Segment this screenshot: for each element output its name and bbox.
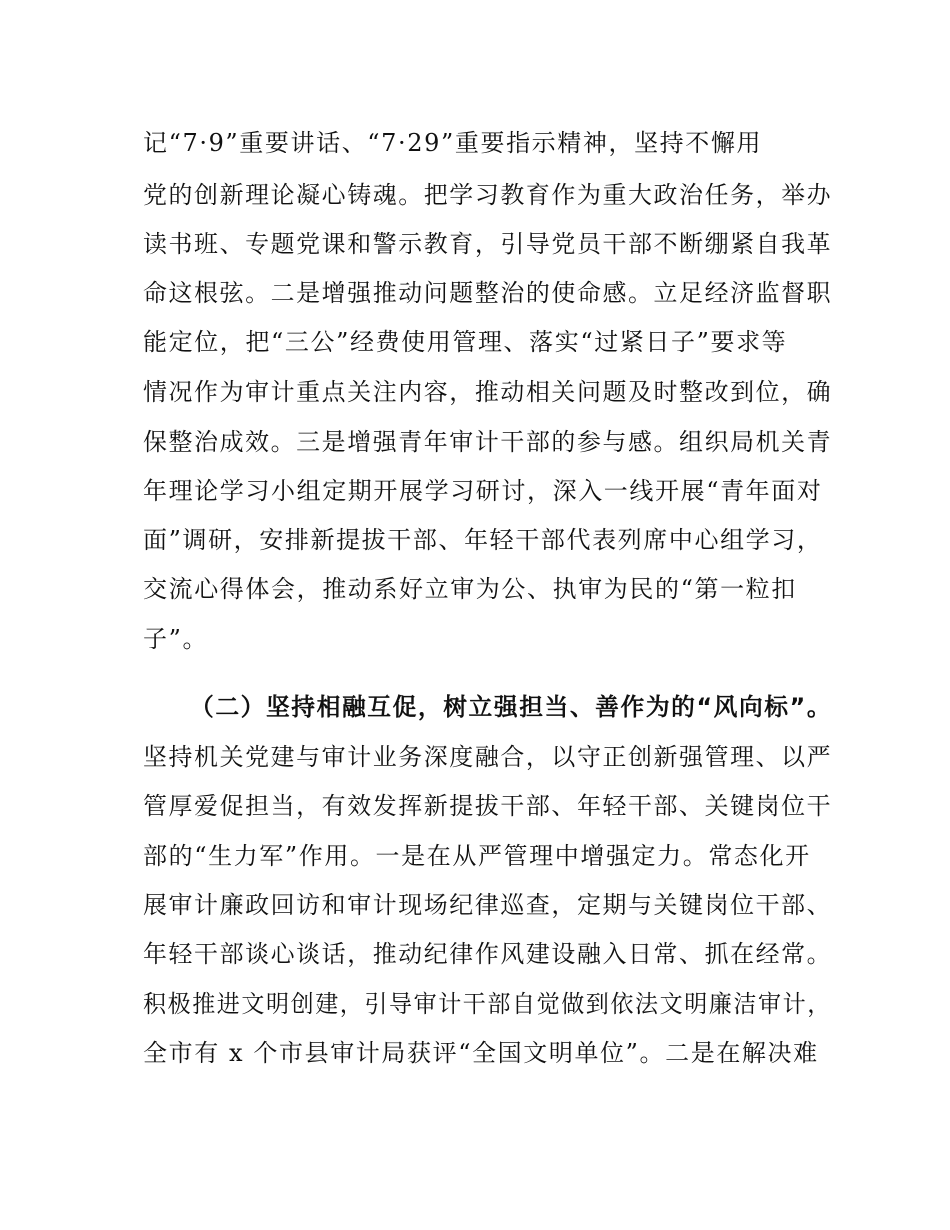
- text-line: 情况作为审计重点关注内容，推动相关问题及时整改到位，确: [143, 378, 833, 406]
- text-line: 部的“生力军”作用。一是在从严管理中增强定力。常态化开: [143, 842, 811, 870]
- text-line: 读书班、专题党课和警示教育，引导党员干部不断绷紧自我革: [143, 230, 833, 258]
- text-line: 命这根弦。二是增强推动问题整治的使命感。立足经济监督职: [143, 279, 833, 307]
- text-line: 全市有 x 个市县审计局获评“全国文明单位”。二是在解决难: [143, 1039, 819, 1067]
- text-line: 保整治成效。三是增强青年审计干部的参与感。组织局机关青: [143, 428, 833, 456]
- text-line: 坚持机关党建与审计业务深度融合，以守正创新强管理、以严: [143, 743, 833, 771]
- text-line: 能定位，把“三公”经费使用管理、落实“过紧日子”要求等: [143, 328, 788, 356]
- text-line: 年理论学习小组定期开展学习研讨，深入一线开展“青年面对: [143, 477, 823, 505]
- text-line: 子”。: [143, 625, 209, 653]
- text-line: 展审计廉政回访和审计现场纪律巡查，定期与关键岗位干部、: [143, 891, 833, 919]
- section-heading: （二）坚持相融互促，树立强担当、善作为的“风向标”。: [190, 693, 833, 721]
- text-line: 面”调研，安排新提拔干部、年轻干部代表列席中心组学习，: [143, 526, 823, 554]
- text-line: 交流心得体会，推动系好立审为公、执审为民的“第一粒扣: [143, 575, 797, 603]
- text-line: 管厚爱促担当，有效发挥新提拔干部、年轻干部、关键岗位干: [143, 792, 833, 820]
- text-line: 年轻干部谈心谈话，推动纪律作风建设融入日常、抓在经常。: [143, 940, 833, 968]
- text-line: 积极推进文明创建，引导审计干部自觉做到依法文明廉洁审计，: [143, 990, 832, 1018]
- text-line: 记“7·9”重要讲话、“7·29”重要指示精神，坚持不懈用: [143, 129, 763, 157]
- text-line: 党的创新理论凝心铸魂。把学习教育作为重大政治任务，举办: [143, 181, 833, 209]
